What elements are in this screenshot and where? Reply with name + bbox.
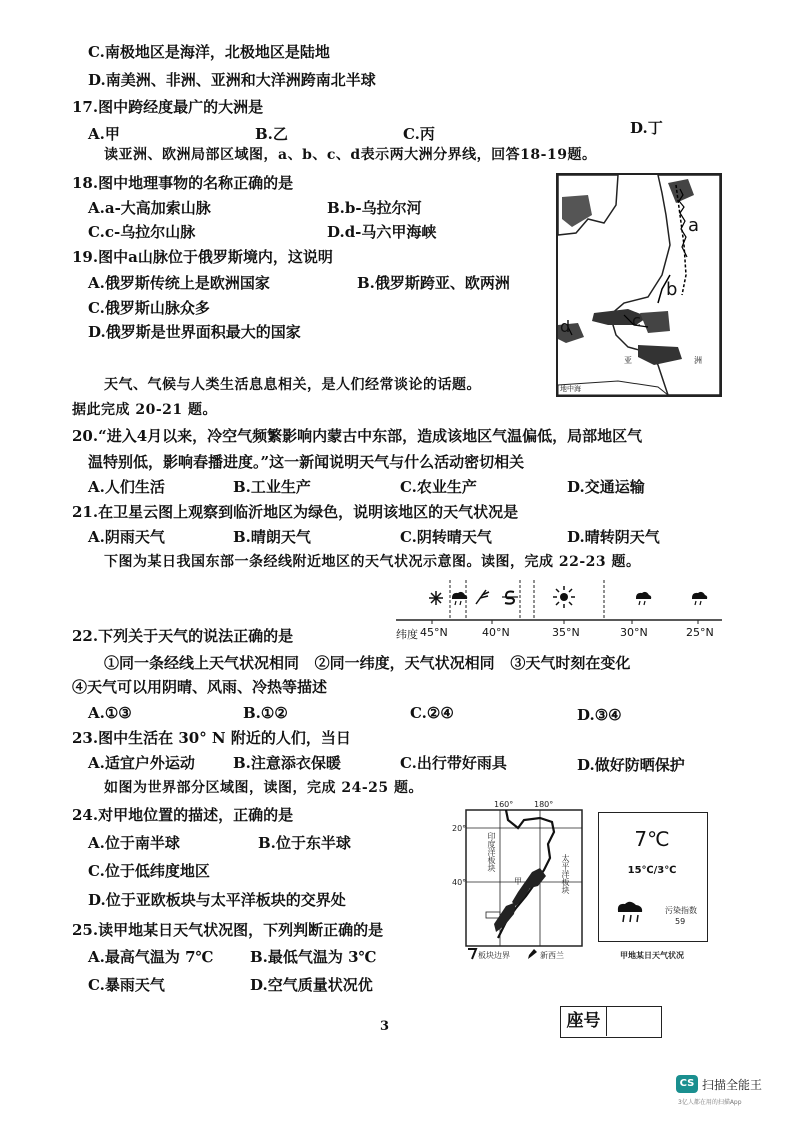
new-zealand-legend-icon [526,948,538,960]
q16-option-d: D.南美洲、非洲、亚洲和大洋洲跨南北半球 [88,71,376,89]
q23-option-a: A.适宜户外运动 [88,754,195,772]
map-sea-label: 地中海 [560,385,581,393]
cloud-rain-icon [450,590,468,606]
cloud-rain-icon-card [615,899,645,923]
lon-label-180: 180° [534,800,554,809]
typhoon-icon [500,588,520,606]
q17-stem: 17.图中跨经度最广的大洲是 [72,98,264,116]
q17-option-d: D.丁 [630,119,663,137]
plate-map [452,800,584,968]
q19-option-a: A.俄罗斯传统上是欧洲国家 [88,274,270,292]
q21-option-d: D.晴转阴天气 [567,528,660,546]
latitude-tick-30: 30°N [620,626,648,639]
q16-option-c: C.南极地区是海洋，北极地区是陆地 [88,43,330,61]
seat-number-box [560,1006,662,1038]
plate-label-indian: 印度洋板块 [487,832,496,872]
q20-stem-line2: 温特别低，影响春播进度。”这一新闻说明天气与什么活动密切相关 [88,453,525,471]
q20-option-b: B.工业生产 [233,478,311,496]
q23-option-b: B.注意添衣保暖 [233,754,341,772]
q21-option-c: C.阴转晴天气 [400,528,492,546]
q24-option-d: D.位于亚欧板块与太平洋板块的交界处 [88,891,346,909]
legend-new-zealand: 新西兰 [540,951,564,960]
map-region-asia: 亚 [624,356,632,365]
latitude-tick-25: 25°N [686,626,714,639]
q20-option-d: D.交通运输 [567,478,645,496]
pollution-index-value: 59 [675,917,686,926]
q17-option-c: C.丙 [403,125,435,143]
wind-icon [472,588,490,606]
q19-stem: 19.图中a山脉位于俄罗斯境内，这说明 [72,248,333,266]
watermark-title: 扫描全能王 [702,1078,763,1092]
plate-boundary-legend-icon [466,948,478,960]
q22-option-c: C.②④ [410,704,454,722]
map-label-d: d [560,317,571,336]
q20-option-c: C.农业生产 [400,478,477,496]
map-region-zhou: 洲 [694,356,702,365]
camscanner-logo: CS [676,1075,698,1093]
latitude-tick-45: 45°N [420,626,448,639]
seat-number-field[interactable] [609,1007,659,1036]
page-number: 3 [380,1019,390,1034]
q21-option-b: B.晴朗天气 [233,528,311,546]
q21-stem: 21.在卫星云图上观察到临沂地区为绿色，说明该地区的天气状况是 [72,503,519,521]
q22-option-b: B.①② [243,704,288,722]
map-label-c: c [632,311,641,330]
q18-option-c: C.c-乌拉尔山脉 [88,223,196,241]
current-temperature: 7℃ [634,827,670,851]
q25-option-c: C.暴雨天气 [88,976,165,994]
q25-option-b: B.最低气温为 3℃ [250,948,377,966]
latitude-tick-35: 35°N [552,626,580,639]
q25-stem: 25.读甲地某日天气状况图，下列判断正确的是 [72,921,384,939]
lat-label-40: 40° [452,878,467,887]
lon-label-160: 160° [494,800,514,809]
intro-24-25: 如图为世界部分区域图，读图，完成 24-25 题。 [104,780,424,796]
asia-europe-map [556,173,722,397]
cloud-rain-icon-3 [690,590,708,606]
q24-stem: 24.对甲地位置的描述，正确的是 [72,806,294,824]
intro-20-21-line1: 天气、气候与人类生活息息相关，是人们经常谈论的话题。 [104,377,481,393]
q25-option-a: A.最高气温为 7℃ [88,948,214,966]
cloud-rain-icon-2 [634,590,652,606]
map-label-b: b [666,279,678,300]
map-label-a: a [688,215,700,236]
intro-20-21-line2: 据此完成 20-21 题。 [72,402,218,418]
pollution-index-label: 污染指数 [665,906,697,915]
q22-stem: 22.下列关于天气的说法正确的是 [72,627,294,645]
q23-option-c: C.出行带好雨具 [400,754,507,772]
weather-status-card [598,812,708,942]
intro-18-19: 读亚洲、欧洲局部区域图，a、b、c、d表示两大洲分界线，回答18-19题。 [104,147,597,163]
watermark-subtitle: 3亿人都在用的扫描App [678,1099,742,1106]
q18-option-b: B.b-乌拉尔河 [327,199,422,217]
q17-option-a: A.甲 [88,125,120,143]
q24-option-b: B.位于东半球 [258,834,351,852]
seat-number-label: 座号 [561,1007,607,1036]
q20-stem-line1: 20.“进入4月以来，冷空气频繁影响内蒙古中东部，造成该地区气温偏低，局部地区气 [72,427,643,445]
q24-option-c: C.位于低纬度地区 [88,862,210,880]
q22-option-d: D.③④ [577,706,622,724]
q22-option-a: A.①③ [88,704,132,722]
q23-stem: 23.图中生活在 30° N 附近的人们，当日 [72,729,351,747]
weather-strip [396,578,722,640]
weather-card-caption: 甲地某日天气状况 [620,951,684,960]
q22-statements-2: ④天气可以用阴晴、风雨、冷热等描述 [72,678,328,696]
q18-stem: 18.图中地理事物的名称正确的是 [72,174,294,192]
q21-option-a: A.阴雨天气 [88,528,165,546]
sun-icon [553,586,575,608]
lat-label-20: 20° [452,824,467,833]
q19-option-d: D.俄罗斯是世界面积最大的国家 [88,323,301,341]
temperature-range: 15℃/3℃ [627,865,677,876]
q19-option-b: B.俄罗斯跨亚、欧两洲 [357,274,510,292]
q24-option-a: A.位于南半球 [88,834,180,852]
q17-option-b: B.乙 [255,125,288,143]
latitude-prefix: 纬度 [396,628,418,641]
snow-icon [428,590,444,606]
location-jia-label: 甲 [514,877,522,886]
plate-label-pacific: 太平洋板块 [561,854,570,894]
legend-plate-boundary: 板块边界 [478,951,510,960]
q18-option-a: A.a-大高加索山脉 [88,199,211,217]
q19-option-c: C.俄罗斯山脉众多 [88,299,210,317]
q22-statements-1: ①同一条经线上天气状况相同 ②同一纬度，天气状况相同 ③天气时刻在变化 [104,654,631,672]
intro-22-23: 下图为某日我国东部一条经线附近地区的天气状况示意图。读图，完成 22-23 题。 [104,554,641,570]
q20-option-a: A.人们生活 [88,478,165,496]
q25-option-d: D.空气质量状况优 [250,976,373,994]
q18-option-d: D.d-马六甲海峡 [327,223,437,241]
q23-option-d: D.做好防晒保护 [577,756,685,774]
latitude-tick-40: 40°N [482,626,510,639]
